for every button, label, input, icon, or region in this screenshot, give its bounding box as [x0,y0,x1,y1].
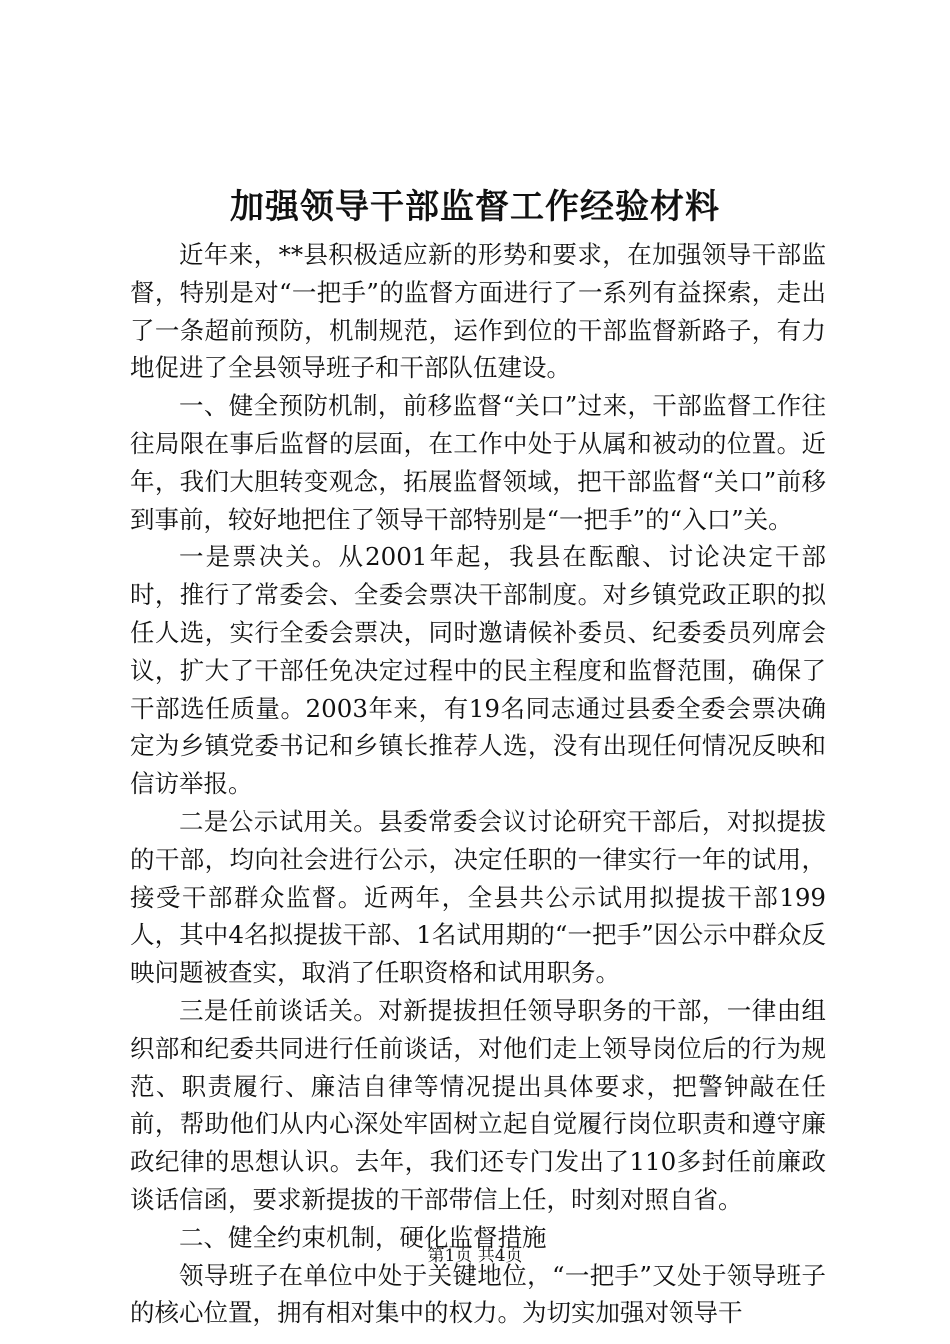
paragraph-vote-checkpoint: 一是票决关。从2001年起，我县在酝酿、讨论决定干部时，推行了常委会、全委会票决干部制度。对乡镇党政正职的拟任人选，实行全委会票决，同时邀请候补委员、纪委委员列席会议，扩大了干部任免决定过程中的民主程度和监督范围，确保了干部选任质量。2003年来，有19名同志通过县委全委会票决确定为乡镇党委书记和乡镇长推荐人选，没有出现任何情况反映和信访举报。 [130,542,826,799]
paragraph-section-1: 一、健全预防机制，前移监督“关口”过来，干部监督工作往往局限在事后监督的层面，在工作中处于从属和被动的位置。近年，我们大胆转变观念，拓展监督领域，把干部监督“关口”前移到事前，较好地把住了领导干部特别是“一把手”的“入口”关。 [130,391,826,534]
document-body [130,236,826,1332]
paragraph-talk-checkpoint: 三是任前谈话关。对新提拔担任领导职务的干部，一律由组织部和纪委共同进行任前谈话，对他们走上领导岗位后的行为规范、职责履行、廉洁自律等情况提出具体要求，把警钟敲在任前，帮助他们从内心深处牢固树立起自觉履行岗位职责和遵守廉政纪律的思想认识。去年，我们还专门发出了110多封任前廉政谈话信函，要求新提拔的干部带信上任，时刻对照自省。 [130,995,826,1214]
paragraph-publicity-checkpoint: 二是公示试用关。县委常委会议讨论研究干部后，对拟提拔的干部，均向社会进行公示，决定任职的一律实行一年的试用，接受干部群众监督。近两年，全县共公示试用拟提拔干部199人，其中4名拟提拔干部、1名试用期的“一把手”因公示中群众反映问题被查实，取消了任职资格和试用职务。 [130,806,826,988]
section-heading-2: 二、健全约束机制，硬化监督措施 [179,1222,547,1252]
paragraph-section-2: 领导班子在单位中处于关键地位，“一把手”又处于领导班子的核心位置，拥有相对集中的权力。为切实加强对领导干 [130,1260,826,1328]
document-title: 加强领导干部监督工作经验材料 [230,187,720,227]
page-footer: 第1页 共4页 [427,1246,523,1266]
paragraph-intro: 近年来，**县积极适应新的形势和要求，在加强领导干部监督，特别是对“一把手”的监督方面进行了一系列有益探索，走出了一条超前预防，机制规范，运作到位的干部监督新路子，有力地促进了全县领导班子和干部队伍建设。 [130,240,826,383]
